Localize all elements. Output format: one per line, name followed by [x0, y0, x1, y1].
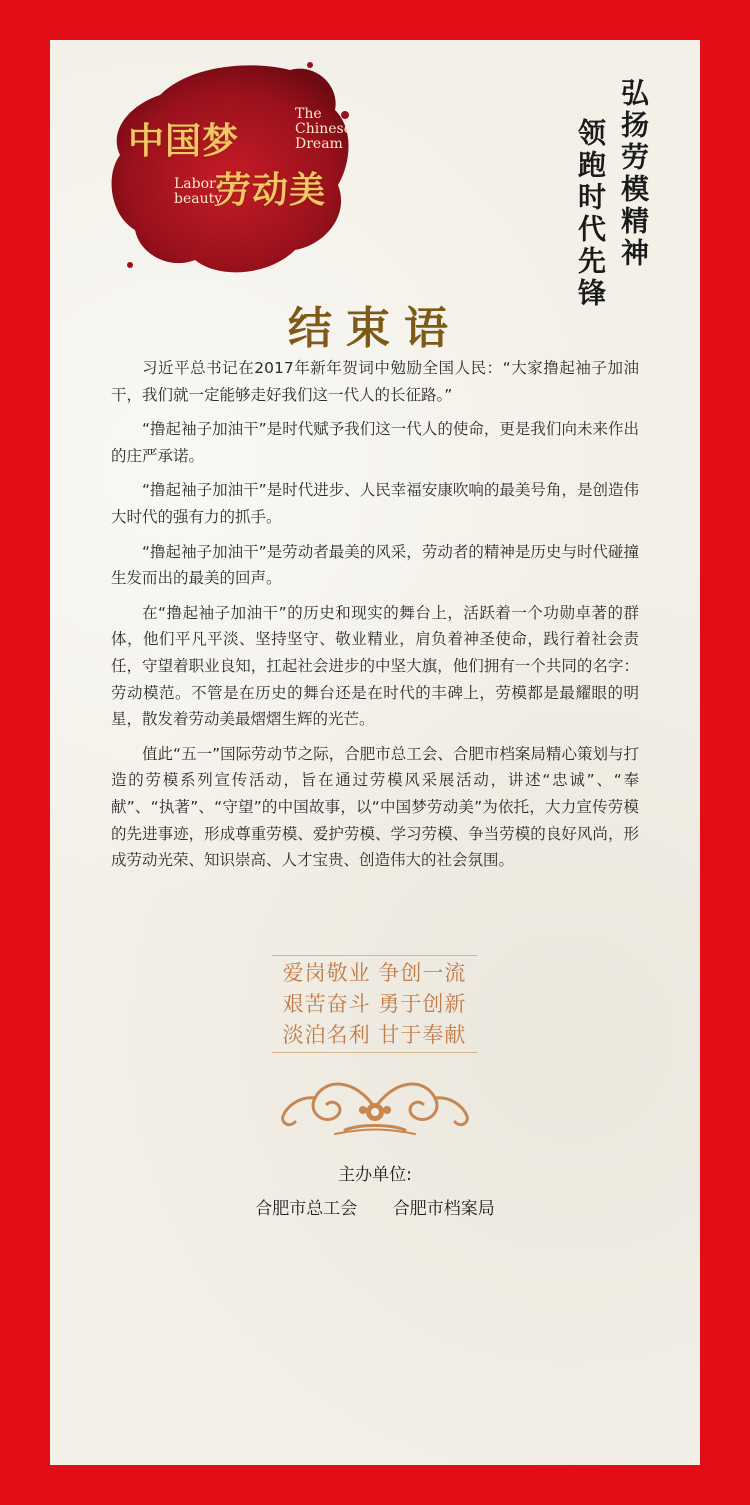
body-text — [111, 355, 639, 882]
logo-en-bottom: Labor beauty — [174, 176, 223, 207]
motto-line: 艰苦奋斗 勇于创新 — [282, 992, 467, 1016]
paragraph: “撸起袖子加油干”是时代赋予我们这一代人的使命，更是我们向未来作出的庄严承诺。 — [111, 420, 639, 465]
logo-en-top: The Chinese Dream — [295, 106, 352, 152]
paragraph: 在“撸起袖子加油干”的历史和现实的舞台上，活跃着一个功勋卓著的群体，他们平凡平淡、坚持坚守、敬业精业，肩负着神圣使命，践行着社会责任，守望着职业良知，扛起社会进步的中坚大旗，他们拥有一个共同的名字：劳动模范。不管是在历史的舞台还是在时代的丰碑上，劳模都是最耀眼的明星，散发着劳动美最熠熠生辉的光芒。 — [111, 603, 639, 729]
motto-block — [272, 955, 477, 1053]
organizer-list — [0, 1194, 750, 1219]
scroll-ornament-icon — [275, 1068, 475, 1140]
logo-text-line1: 中国梦 — [128, 121, 240, 162]
paragraph: “撸起袖子加油干”是时代进步、人民幸福安康吹响的最美号角，是创造伟大时代的强有力的抓手。 — [111, 481, 639, 526]
organizer-label: 主办单位: — [338, 1165, 412, 1185]
page-title: 结束语 — [288, 303, 462, 354]
motto-line: 淡泊名利 甘于奉献 — [282, 1023, 467, 1047]
slogan-column-left: 领跑时代先锋 — [574, 118, 607, 310]
organizer-name: 合肥市档案局 — [392, 1199, 495, 1219]
china-dream-logo — [100, 55, 360, 285]
paragraph: 习近平总书记在2017年新年贺词中勉励全国人民：“大家撸起袖子加油干，我们就一定能够走好我们这一代人的长征路。” — [111, 359, 639, 404]
paragraph: 值此“五一”国际劳动节之际，合肥市总工会、合肥市档案局精心策划与打造的劳模系列宣传活动，旨在通过劳模风采展活动，讲述“忠诚”、“奉献”、“执著”、“守望”的中国故事，以“中国梦劳动美”为依托，大力宣传劳模的先进事迹，形成尊重劳模、爱护劳模、学习劳模、争当劳模的良好风尚，形成劳动光荣、知识崇高、人才宝贵、创造伟大的社会氛围。 — [111, 744, 639, 870]
paragraph: “撸起袖子加油干”是劳动者最美的风采，劳动者的精神是历史与时代碰撞生发而出的最美的回声。 — [111, 542, 639, 588]
slogan-column-right: 弘扬劳模精神 — [617, 78, 650, 270]
logo-text-line2: 劳动美 — [215, 170, 327, 211]
organizer-name: 合肥市总工会 — [255, 1199, 358, 1219]
motto-line: 爱岗敬业 争创一流 — [282, 961, 467, 985]
